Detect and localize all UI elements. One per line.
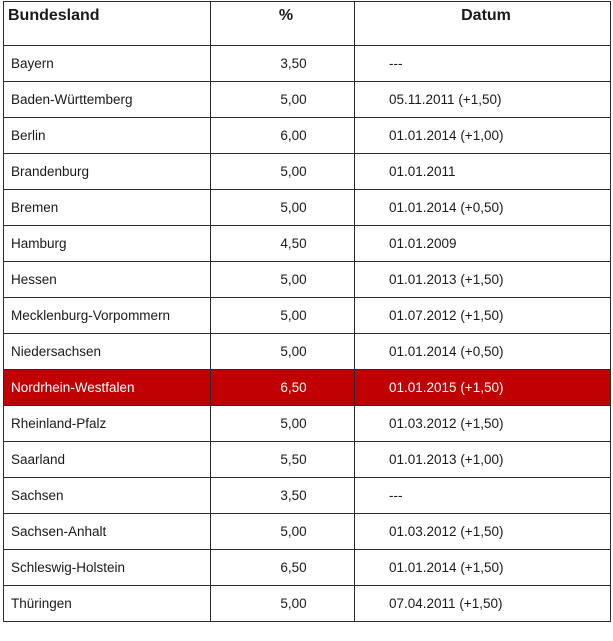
percent-cell: 6,50 xyxy=(211,370,355,406)
date-cell: 01.01.2013 (+1,00) xyxy=(355,442,611,478)
table-row xyxy=(4,154,611,190)
percent-cell: 5,00 xyxy=(211,82,355,118)
state-cell: Sachsen xyxy=(4,478,211,514)
state-cell: Baden-Württemberg xyxy=(4,82,211,118)
table-body xyxy=(4,46,611,622)
state-cell: Hamburg xyxy=(4,226,211,262)
state-cell: Niedersachsen xyxy=(4,334,211,370)
percent-cell: 6,00 xyxy=(211,118,355,154)
date-cell: 01.07.2012 (+1,50) xyxy=(355,298,611,334)
percent-cell: 5,00 xyxy=(211,406,355,442)
state-cell: Hessen xyxy=(4,262,211,298)
percent-cell: 5,00 xyxy=(211,514,355,550)
table-row xyxy=(4,118,611,154)
percent-cell: 5,00 xyxy=(211,190,355,226)
state-cell: Rheinland-Pfalz xyxy=(4,406,211,442)
percent-cell: 5,00 xyxy=(211,298,355,334)
tax-rate-table xyxy=(3,1,611,622)
table-row xyxy=(4,442,611,478)
table-row xyxy=(4,190,611,226)
state-cell: Berlin xyxy=(4,118,211,154)
table-row xyxy=(4,478,611,514)
date-cell: 01.01.2014 (+0,50) xyxy=(355,334,611,370)
percent-cell: 3,50 xyxy=(211,46,355,82)
header-percent: % xyxy=(211,2,355,46)
header-row xyxy=(4,2,611,46)
table-row xyxy=(4,46,611,82)
percent-cell: 5,50 xyxy=(211,442,355,478)
state-cell: Bayern xyxy=(4,46,211,82)
date-cell: 01.01.2015 (+1,50) xyxy=(355,370,611,406)
table-row xyxy=(4,406,611,442)
date-cell: 01.01.2014 (+1,50) xyxy=(355,550,611,586)
table-row xyxy=(4,514,611,550)
percent-cell: 3,50 xyxy=(211,478,355,514)
state-cell: Sachsen-Anhalt xyxy=(4,514,211,550)
state-cell: Thüringen xyxy=(4,586,211,622)
state-cell: Schleswig-Holstein xyxy=(4,550,211,586)
date-cell: 01.01.2014 (+1,00) xyxy=(355,118,611,154)
percent-cell: 6,50 xyxy=(211,550,355,586)
percent-cell: 4,50 xyxy=(211,226,355,262)
state-cell: Bremen xyxy=(4,190,211,226)
table-row xyxy=(4,550,611,586)
date-cell: 05.11.2011 (+1,50) xyxy=(355,82,611,118)
date-cell: 01.01.2013 (+1,50) xyxy=(355,262,611,298)
state-cell: Nordrhein-Westfalen xyxy=(4,370,211,406)
date-cell: 01.03.2012 (+1,50) xyxy=(355,514,611,550)
state-cell: Saarland xyxy=(4,442,211,478)
table-row xyxy=(4,226,611,262)
date-cell: --- xyxy=(355,478,611,514)
percent-cell: 5,00 xyxy=(211,586,355,622)
table-row xyxy=(4,586,611,622)
date-cell: 07.04.2011 (+1,50) xyxy=(355,586,611,622)
table-row xyxy=(4,298,611,334)
date-cell: 01.03.2012 (+1,50) xyxy=(355,406,611,442)
table-row xyxy=(4,262,611,298)
percent-cell: 5,00 xyxy=(211,154,355,190)
date-cell: 01.01.2009 xyxy=(355,226,611,262)
table-row xyxy=(4,82,611,118)
percent-cell: 5,00 xyxy=(211,262,355,298)
date-cell: 01.01.2011 xyxy=(355,154,611,190)
date-cell: --- xyxy=(355,46,611,82)
percent-cell: 5,00 xyxy=(211,334,355,370)
table-row xyxy=(4,334,611,370)
header-datum: Datum xyxy=(355,2,611,46)
table-row-highlighted xyxy=(4,370,611,406)
state-cell: Brandenburg xyxy=(4,154,211,190)
state-cell: Mecklenburg-Vorpommern xyxy=(4,298,211,334)
header-bundesland: Bundesland xyxy=(4,2,211,46)
date-cell: 01.01.2014 (+0,50) xyxy=(355,190,611,226)
